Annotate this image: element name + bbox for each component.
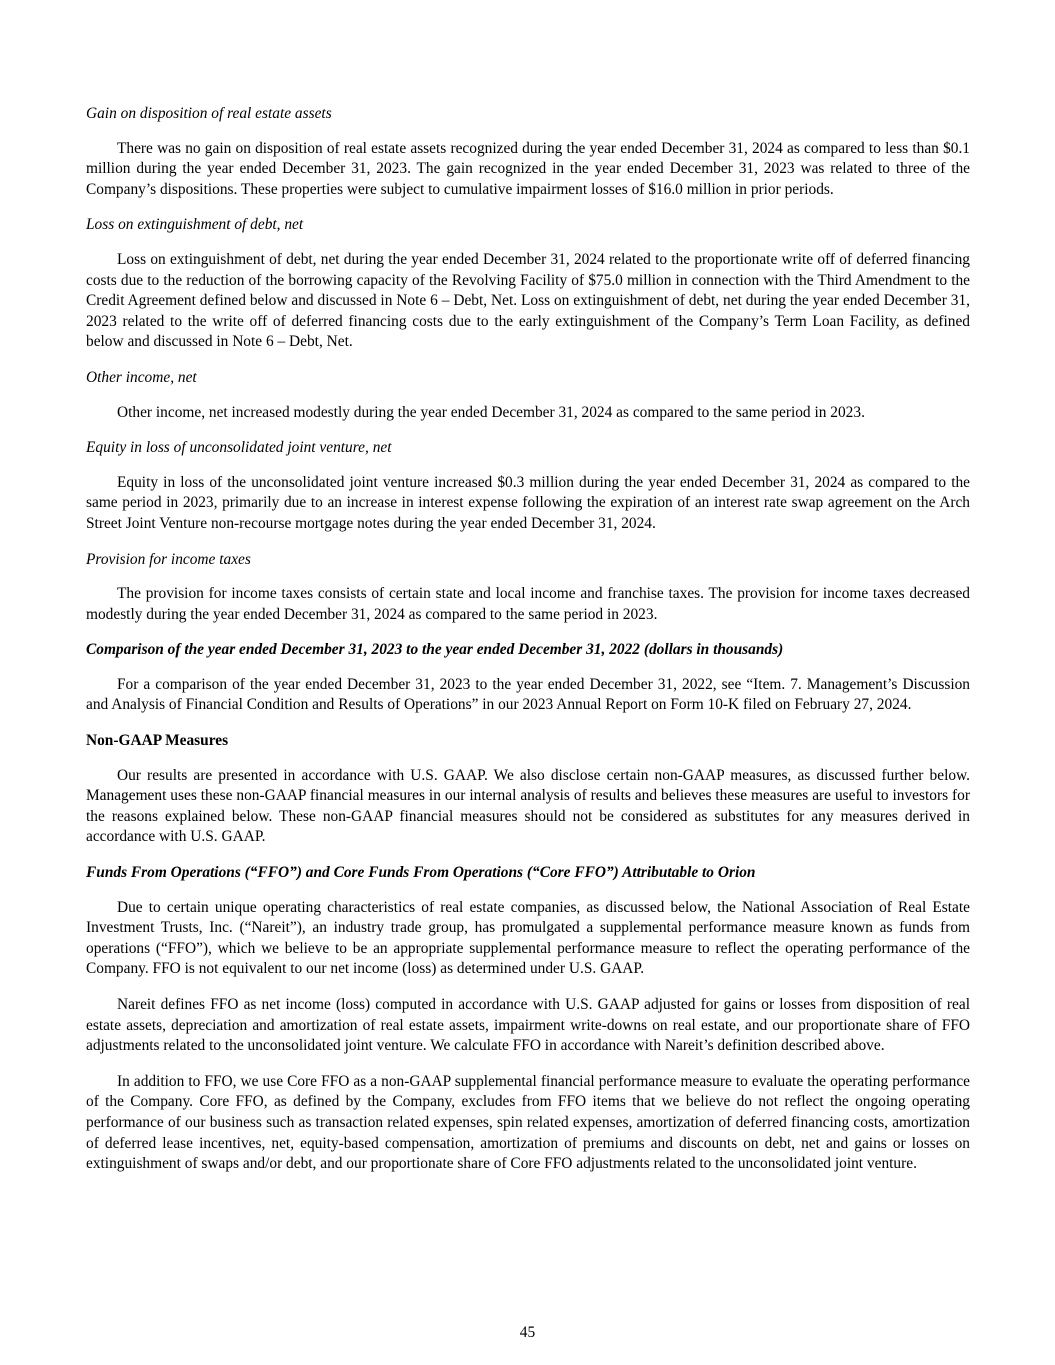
paragraph: Nareit defines FFO as net income (loss) computed in accordance with U.S. GAAP adjusted for gains or losses from disposition of real estate assets, depreciation and amortization of real estate assets, impairment write-downs on real estate, and our proportionate share of FFO adjustments related to the unconsolidated joint venture. We calculate FFO in accordance with Nareit’s definition described above. [86,996,970,1055]
paragraph: Our results are presented in accordance with U.S. GAAP. We also disclose certain non-GAAP measures, as discussed further below. Management uses these non-GAAP financial measures in our internal analysis of results and believes these measures are useful to investors for the reasons explained below. These non-GAAP financial measures should not be considered as substitutes for any measures derived in accordance with U.S. GAAP. [86,766,970,846]
section-equity-in-loss [86,438,970,534]
paragraph: In addition to FFO, we use Core FFO as a non-GAAP supplemental financial performance measure to evaluate the operating performance of the Company. Core FFO, as defined by the Company, excludes from FFO items that we believe do not reflect the ongoing operating performance of our business such as transaction related expenses, spin related expenses, amortization of deferred financing costs, amortization of deferred lease incentives, net, equity-based compensation, amortization of premiums and discounts on debt, net and gains or losses on extinguishment of swaps and/or debt, and our proportionate share of Core FFO adjustments related to the unconsolidated joint venture. [86,1072,970,1173]
paragraph: Equity in loss of the unconsolidated joint venture increased $0.3 million during the year ended December 31, 2024 as compared to the same period in 2023, primarily due to an increase in interest expense following the expiration of an interest rate swap agreement on the Arch Street Joint Venture non-recourse mortgage notes during the year ended December 31, 2024. [86,473,970,532]
section-ffo-core-ffo [86,863,970,1175]
paragraph: Other income, net increased modestly during the year ended December 31, 2024 as compared to the same period in 2023. [117,403,865,421]
section-other-income [86,368,970,423]
paragraph: Due to certain unique operating characteristics of real estate companies, as discussed below, the National Association of Real Estate Investment Trusts, Inc. (“Nareit”), an industry trade group, has promulgated a supplemental performance measure known as funds from operations (“FFO”), which we believe to be an appropriate supplemental performance measure to reflect the operating performance of the Company. FFO is not equivalent to our net income (loss) as determined under U.S. GAAP. [86,898,970,978]
section-gain-on-disposition [86,104,970,200]
paragraph: There was no gain on disposition of real estate assets recognized during the year ended December 31, 2024 as compared to less than $0.1 million during the year ended December 31, 2023. The gain recognized in the year ended December 31, 2023 was related to three of the Company’s dispositions. These properties were subject to cumulative impairment losses of $16.0 million in prior periods. [86,139,970,198]
section-loss-on-extinguishment [86,215,970,353]
section-heading: Funds From Operations (“FFO”) and Core Funds From Operations (“Core FFO”) Attributable to Orion [86,864,756,882]
paragraph: Loss on extinguishment of debt, net during the year ended December 31, 2024 related to the proportionate write off of deferred financing costs due to the reduction of the borrowing capacity of the Revolving Facility of $75.0 million in connection with the Third Amendment to the Credit Agreement defined below and discussed in Note 6 – Debt, Net. Loss on extinguishment of debt, net during the year ended December 31, 2023 related to the write off of deferred financing costs due to the early extinguishment of the Company’s Term Loan Facility, as defined below and discussed in Note 6 – Debt, Net. [86,250,970,351]
section-provision-income-taxes [86,550,970,626]
section-heading: Provision for income taxes [86,550,251,568]
section-heading: Gain on disposition of real estate assets [86,105,332,122]
document-page [86,104,970,1190]
paragraph: The provision for income taxes consists of certain state and local income and franchise taxes. The provision for income taxes decreased modestly during the year ended December 31, 2024 as compared to the same period in 2023. [86,585,970,623]
section-heading: Other income, net [86,368,197,386]
section-heading: Comparison of the year ended December 31, 2023 to the year ended December 31, 2022 (dollars in thousands) [86,641,784,659]
page-number: 45 [519,1324,536,1341]
section-heading: Equity in loss of unconsolidated joint venture, net [86,439,392,457]
section-heading: Loss on extinguishment of debt, net [86,216,304,234]
section-non-gaap-measures [86,731,970,848]
section-comparison-2023-2022 [86,640,970,716]
section-heading: Non-GAAP Measures [86,732,229,750]
paragraph: For a comparison of the year ended December 31, 2023 to the year ended December 31, 2022, see “Item. 7. Management’s Discussion and Analysis of Financial Condition and Results of Operations” in our 2023 Annual Report on Form 10-K filed on February 27, 2024. [86,675,970,714]
